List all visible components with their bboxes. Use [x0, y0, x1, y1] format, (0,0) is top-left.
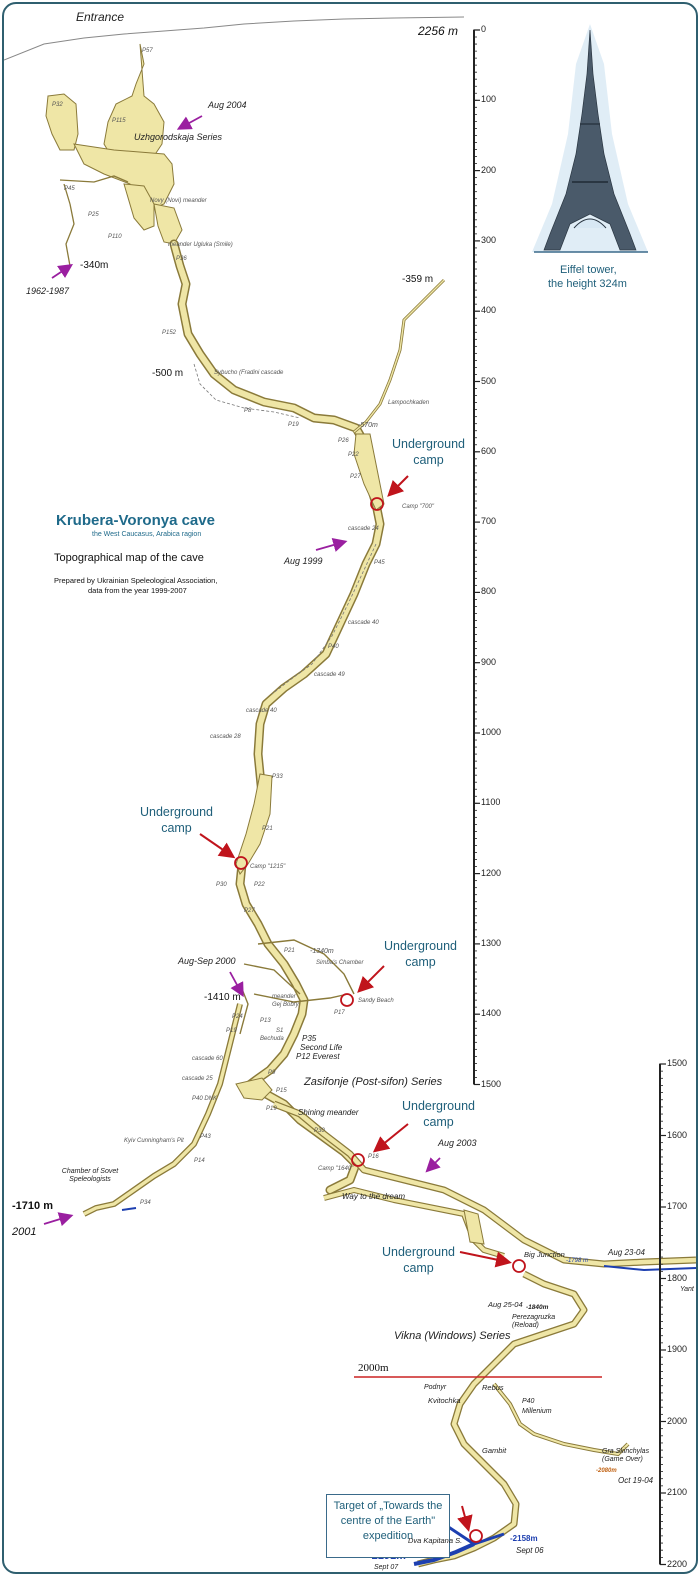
label-p40b: P40 [328, 644, 339, 650]
camp-label-big-junction [382, 1244, 455, 1276]
camp-label-1215 [140, 804, 213, 836]
label-sandy: Sandy Beach [358, 998, 394, 1004]
camp-arrows [200, 476, 511, 1528]
camp-label-1400 [384, 938, 457, 970]
label-sybucho: Sybucho (Fradini cascade [214, 370, 284, 376]
cave-region: the West Caucasus, Arabica ragion [92, 531, 202, 538]
scale-tick-label: 1100 [481, 797, 501, 808]
label-p115: P115 [112, 118, 126, 124]
date-aug-23-04: Aug 23-04 [608, 1248, 645, 1257]
label-gej: Gej Bobry [272, 1002, 299, 1008]
depth-340: -340m [80, 260, 109, 271]
label-p8: P8 [244, 408, 252, 414]
top-depth-label: 2256 m [418, 24, 459, 38]
depth-2158: -2158m [510, 1534, 538, 1543]
label-camp700: Camp "700" [402, 504, 434, 510]
date-aug-25-04: Aug 25-04 [488, 1300, 523, 1309]
label-p27b: P27 [244, 908, 255, 914]
camp-label-line2: camp [403, 1261, 434, 1275]
label-p19: P19 [288, 422, 299, 428]
camp-label-line1: Underground [140, 805, 213, 819]
label-podnyr: Podnyr [424, 1384, 447, 1391]
label-p13: P13 [260, 1018, 271, 1024]
camp-label-line1: Underground [384, 939, 457, 953]
depth-1710: -1710 m [12, 1200, 53, 1212]
water-1710 [122, 1208, 136, 1210]
label-p30b: P30 [314, 1128, 325, 1134]
camp-1400-marker [341, 994, 353, 1006]
camp-label-700 [392, 436, 465, 468]
label-kyiv: Kyiv Cunningham's Pit [124, 1138, 184, 1144]
label-cascade49: cascade 49 [314, 672, 345, 678]
scale-tick-label: 900 [481, 656, 497, 667]
label-p45: P45 [64, 186, 75, 192]
camp-big-junction-marker [513, 1260, 525, 1272]
target-line-1: Target of „Towards the [333, 1500, 443, 1512]
depth-scale-main [473, 30, 480, 1085]
scale-tick-label: 1500 [481, 1078, 502, 1089]
label-p34: P34 [140, 1200, 151, 1206]
label-big-junction: Big Junction [524, 1250, 565, 1259]
label-kvitochka: Kvitochka [428, 1396, 461, 1405]
date-1962: 1962-1987 [26, 286, 70, 296]
camp-label-line1: Underground [392, 437, 465, 451]
credit-line-1: Prepared by Ukrainian Speleological Association, [54, 576, 218, 585]
main-descent-passage [174, 244, 380, 1190]
label-camp1640: Camp "1640" [318, 1166, 354, 1172]
date-aug-sep-2000: Aug-Sep 2000 [178, 956, 236, 966]
depth-1798: -1798 m [566, 1258, 589, 1264]
scale-tick-label: 1300 [481, 937, 502, 948]
label-p35: P35 [302, 1034, 317, 1043]
passage-340 [66, 204, 74, 266]
scale-tick-label: 1000 [481, 727, 502, 737]
scale-tick-label: 0 [481, 24, 487, 34]
camp-label-line2: camp [423, 1115, 454, 1129]
scale-tick-label: 1700 [667, 1201, 688, 1211]
camp-label-line1: Underground [382, 1245, 455, 1259]
camp-label-line2: camp [161, 821, 192, 835]
label-p43: P43 [200, 1134, 211, 1140]
depth-359: -359 m [402, 274, 434, 285]
label-2000m: 2000m [358, 1362, 389, 1374]
date-2001: 2001 [12, 1226, 37, 1238]
label-simbas: Simba's Chamber [316, 960, 364, 966]
label-cascade40b: cascade 40 [246, 708, 277, 714]
label-gambit: Gambit [482, 1446, 507, 1455]
label-p33: P33 [272, 774, 283, 780]
label-camp1215: Camp "1215" [250, 864, 286, 870]
label-cascade25: cascade 25 [182, 1076, 213, 1082]
upper-series-passages [46, 44, 182, 244]
label-p15: P15 [276, 1088, 287, 1094]
label-p40dnk: P40 DNK [192, 1096, 218, 1102]
scale-tick-label: 1600 [667, 1129, 688, 1140]
credit-line-2: data from the year 1999-2007 [88, 586, 187, 595]
label-meanderb: meander [272, 994, 296, 1000]
label-p22: P22 [348, 452, 359, 458]
label-novy: Novy (Novi) meander [150, 198, 207, 204]
date-oct-19-04: Oct 19-04 [618, 1476, 654, 1485]
label-p30: P30 [216, 882, 227, 888]
target-box [326, 1494, 450, 1558]
surface-line [4, 17, 464, 60]
entrance-label: Entrance [76, 10, 125, 24]
label-p36: P36 [176, 256, 187, 262]
camp-label-line1: Underground [402, 1099, 475, 1113]
scale-tick-label: 100 [481, 94, 497, 105]
label-perezagruzka: Perezagruzka (Reload) [512, 1314, 556, 1329]
eiffel-caption-2: the height 324m [548, 278, 627, 290]
scale-tick-label: 800 [481, 586, 497, 597]
eiffel-tower-illustration [532, 24, 648, 252]
label-way-dream: Way to the dream [342, 1192, 405, 1201]
label-p24: P24 [232, 1014, 243, 1020]
label-p16: P16 [368, 1154, 379, 1160]
depth-500: -500 m [152, 368, 184, 379]
target-marker [470, 1530, 482, 1542]
target-line-3: expedition [362, 1530, 414, 1542]
depth-2080: -2080m [596, 1468, 617, 1474]
target-line-2: centre of the Earth" [340, 1515, 436, 1527]
label-p45-b: P45 [374, 560, 385, 566]
label-p19b: P19 [226, 1028, 237, 1034]
scale-tick-label: 700 [481, 516, 497, 527]
label-bechuda: Bechuda [260, 1036, 284, 1042]
scale-tick-label: 1400 [481, 1008, 502, 1019]
label-yant: Yant [680, 1286, 694, 1293]
label-p26: P26 [338, 438, 349, 444]
label-p32: P32 [52, 102, 63, 108]
scale-tick-label: 2200 [667, 1558, 688, 1569]
label-second-life: Second Life [300, 1043, 343, 1052]
shaft-1215 [236, 774, 272, 874]
depth-1340: -1340m [310, 948, 334, 955]
scale-tick-label: 1900 [667, 1344, 688, 1354]
scale-tick-label: 1800 [667, 1272, 688, 1283]
camp-label-line2: camp [413, 453, 444, 467]
label-p9: P9 [268, 1070, 276, 1076]
cave-map-frame [2, 2, 698, 1574]
label-p17: P17 [334, 1010, 345, 1016]
label-meander: meander Ugluka (Smile) [168, 242, 233, 248]
label-cascade28: cascade 28 [210, 734, 241, 740]
label-p40: P40 [522, 1398, 535, 1405]
scale-tick-label: 2000 [667, 1415, 688, 1426]
scale-tick-label: 1200 [481, 867, 502, 878]
label-dva-kapitana: Dva Kapitana S. [408, 1536, 463, 1545]
label-rebus: Rebus [482, 1383, 504, 1392]
series-uzhgorod: Uzhgorodskaja Series [134, 132, 223, 142]
label-p22b: P22 [254, 882, 265, 888]
scale-tick-label: 600 [481, 445, 497, 456]
date-aug-2003: Aug 2003 [438, 1138, 477, 1148]
camp-label-line2: camp [405, 955, 436, 969]
label-gra: Gra Skinchylas (Game Over) [602, 1448, 650, 1463]
label-everest: P12 Everest [296, 1052, 340, 1061]
label-p21b: P21 [284, 948, 295, 954]
label-millenium: Millenium [522, 1408, 552, 1415]
map-subtitle: Topographical map of the cave [54, 552, 204, 564]
date-arrows [44, 116, 443, 1224]
label-cascade24: cascade 24 [348, 526, 379, 532]
scale-tick-label: 1500 [667, 1058, 688, 1068]
date-aug-2004: Aug 2004 [208, 100, 247, 110]
depth-570: -570m [358, 422, 378, 429]
branch-359 [354, 280, 444, 432]
date-sept-07: Sept 07 [374, 1564, 399, 1571]
scale-tick-label: 500 [481, 375, 497, 386]
label-p110: P110 [108, 234, 122, 240]
label-p14: P14 [194, 1158, 205, 1164]
date-sept-06: Sept 06 [516, 1546, 544, 1555]
series-vikna: Vikna (Windows) Series [394, 1330, 511, 1342]
label-p21: P21 [262, 826, 273, 832]
series-zasifonje: Zasifonje (Post-sifon) Series [304, 1076, 443, 1088]
label-p57: P57 [142, 48, 153, 54]
depth-1840: -1840m [526, 1304, 549, 1311]
label-chamber: Chamber of Sovet Speleologists [61, 1168, 119, 1183]
label-p27: P27 [350, 474, 361, 480]
depth-scale-second [659, 1064, 666, 1565]
scale-tick-label: 200 [481, 164, 497, 175]
camp-label-1640 [402, 1098, 475, 1130]
label-s1: S1 [276, 1028, 284, 1034]
water-big-junction [604, 1266, 696, 1270]
label-shining: Shining meander [298, 1108, 359, 1117]
label-cascade60: cascade 60 [192, 1056, 223, 1062]
scale-tick-label: 400 [481, 305, 497, 316]
label-cascade40: cascade 40 [348, 620, 379, 626]
eiffel-caption-1: Eiffel tower, [560, 264, 617, 276]
scale-tick-label: 2100 [667, 1487, 688, 1497]
label-p152: P152 [162, 330, 177, 336]
cave-title: Krubera-Voronya cave [56, 512, 215, 529]
label-lampoch: Lampochkaden [388, 400, 430, 406]
scale-tick-label: 300 [481, 234, 497, 245]
label-p25: P25 [88, 212, 99, 218]
label-p19c: P19 [266, 1106, 277, 1112]
depth-1410: -1410 m [204, 992, 241, 1003]
date-aug-1999: Aug 1999 [284, 556, 323, 566]
